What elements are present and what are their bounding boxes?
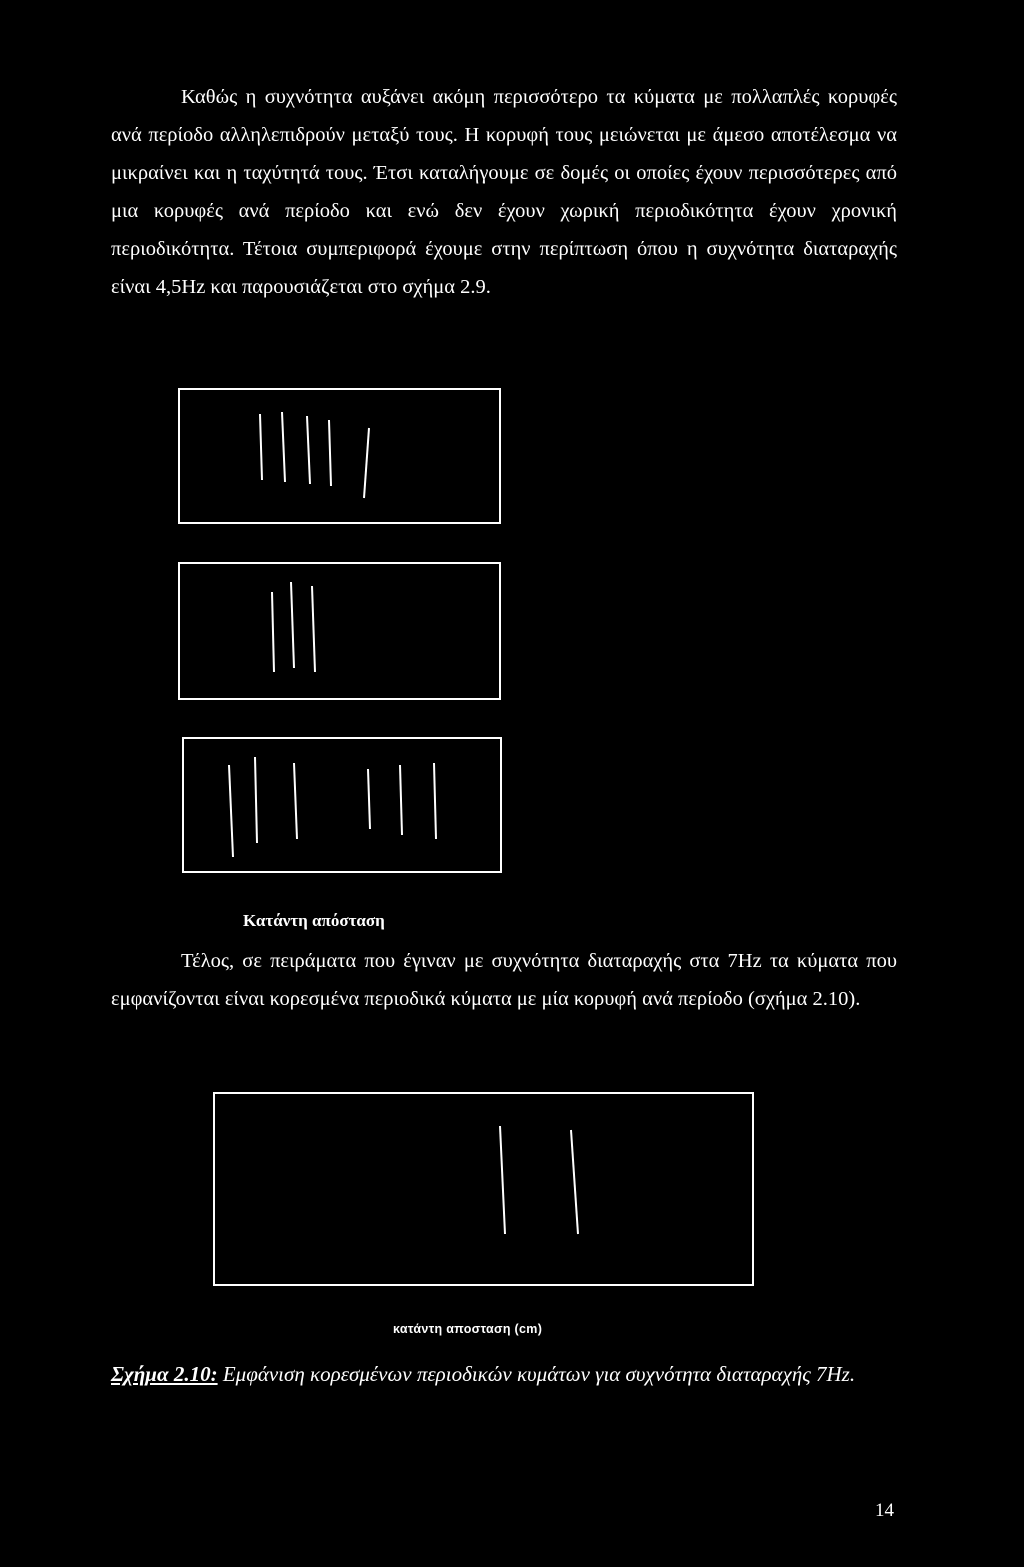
wave-crest-trace	[294, 763, 297, 839]
wave-crest-trace	[255, 757, 257, 843]
wave-crest-trace	[291, 582, 294, 668]
wave-crest-trace	[229, 765, 233, 857]
figure-2-10-wave-traces	[215, 1094, 756, 1288]
wave-crest-trace	[307, 416, 310, 484]
figure-2-9-panel-3	[182, 737, 502, 873]
panel-1-wave-traces	[180, 390, 503, 526]
page-number: 14	[875, 1500, 894, 1521]
figure-2-9-axis-label: Κατάντη απόσταση	[243, 911, 385, 930]
panel-3-wave-traces	[184, 739, 504, 875]
figure-2-10-caption	[111, 1362, 855, 1387]
wave-crest-trace	[329, 420, 331, 486]
figure-2-9-panel-1	[178, 388, 501, 524]
wave-crest-trace	[364, 428, 369, 498]
figure-2-9-panel-2	[178, 562, 501, 700]
wave-crest-trace	[312, 586, 315, 672]
wave-crest-trace	[282, 412, 285, 482]
panel-2-wave-traces	[180, 564, 503, 702]
wave-crest-trace	[368, 769, 370, 829]
paragraph-1-text: Καθώς η συχνότητα αυξάνει ακόμη περισσότερο τα κύματα με πολλαπλές κορυφές ανά περίοδο αλληλεπιδρούν μεταξύ τους. Η κορυφή τους μειώνεται με άμεσο αποτέλεσμα να μικραίνει και η ταχύτητά τους. Έτσι καταλήγουμε σε δομές οι οποίες έχουν περισσότερες από μια κορυφές ανά περίοδο και ενώ δεν έχουν χωρική περιοδικότητα έχουν χρονική περιοδικότητα. Τέτοια συμπεριφορά έχουμε στην περίπτωση όπου η συχνότητα διαταραχής είναι 4,5Hz και παρουσιάζεται στο σχήμα 2.9.	[111, 86, 897, 298]
paragraph-2-text: Τέλος, σε πειράματα που έγιναν με συχνότητα διαταραχής στα 7Hz τα κύματα που εμφανίζονται είναι κορεσμένα περιοδικά κύματα με μία κορυφή ανά περίοδο (σχήμα 2.10).	[111, 950, 897, 1010]
wave-crest-trace	[272, 592, 274, 672]
paragraph-2	[111, 942, 897, 1018]
figure-2-10-caption-label: Σχήμα 2.10:	[111, 1362, 218, 1386]
figure-2-10-panel	[213, 1092, 754, 1286]
wave-crest-trace	[400, 765, 402, 835]
figure-2-10-axis-label: κατάντη αποσταση (cm)	[393, 1322, 543, 1336]
wave-crest-trace	[500, 1126, 505, 1234]
wave-crest-trace	[571, 1130, 578, 1234]
paragraph-1	[111, 78, 897, 306]
wave-crest-trace	[434, 763, 436, 839]
figure-2-10-caption-text: Εμφάνιση κορεσμένων περιοδικών κυμάτων για συχνότητα διαταραχής 7Hz.	[217, 1362, 856, 1386]
wave-crest-trace	[260, 414, 262, 480]
